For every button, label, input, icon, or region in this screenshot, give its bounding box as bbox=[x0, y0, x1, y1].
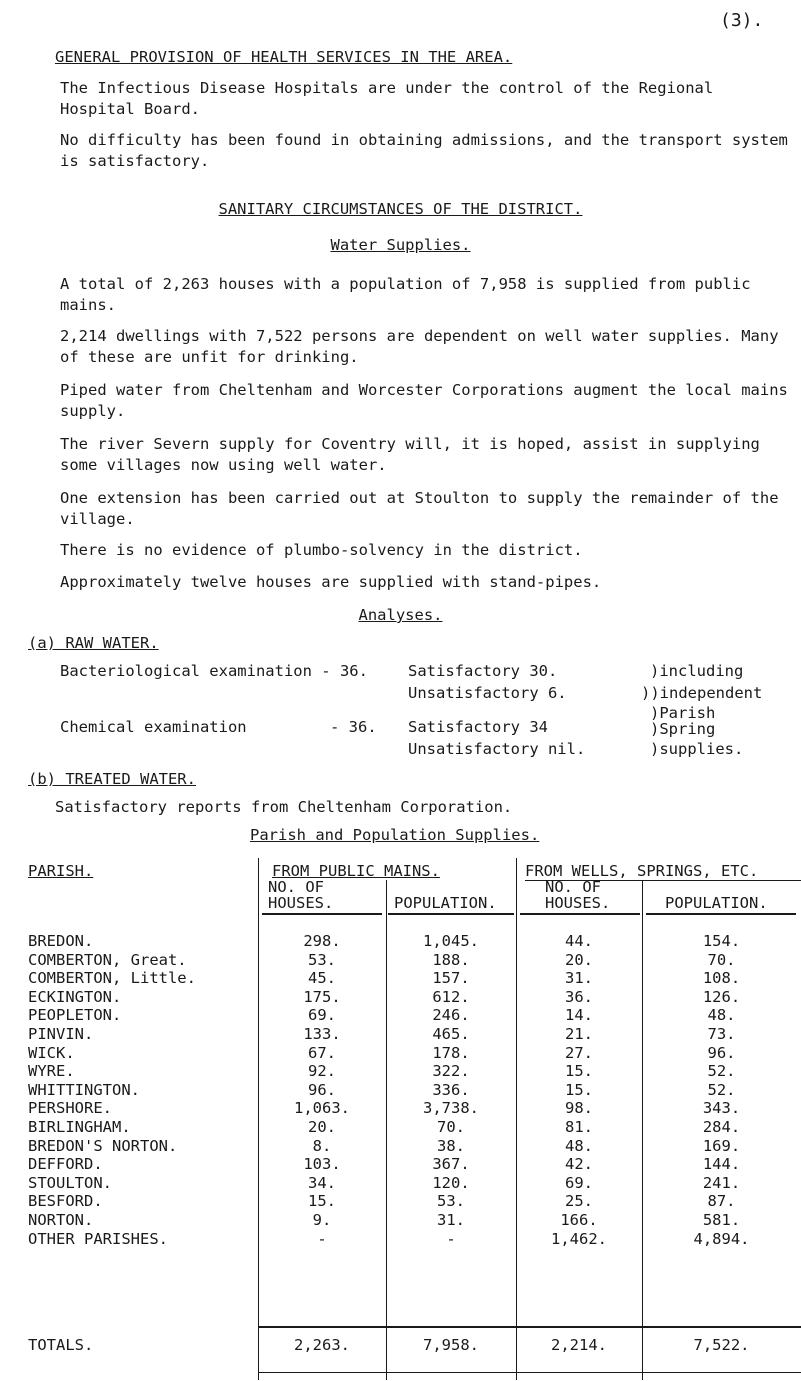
wells-population-cell: 169. bbox=[702, 1136, 741, 1155]
table-row bbox=[0, 1062, 801, 1080]
parish-cell: ECKINGTON. bbox=[28, 987, 122, 1006]
table-row bbox=[0, 1211, 801, 1229]
mains-population-cell: 38. bbox=[437, 1136, 465, 1155]
wells-houses-cell: 31. bbox=[565, 969, 593, 988]
header-rule bbox=[262, 913, 382, 915]
table-row bbox=[0, 951, 801, 969]
wells-houses-cell: 21. bbox=[565, 1025, 593, 1043]
totals-wells-houses: 2,214. bbox=[551, 1336, 607, 1354]
wells-houses-cell: 166. bbox=[560, 1211, 598, 1229]
wells-population-cell: 154. bbox=[702, 932, 741, 950]
wells-houses-cell: 81. bbox=[565, 1118, 593, 1136]
wells-houses-cell: 20. bbox=[565, 950, 593, 969]
wells-population-cell: 96. bbox=[707, 1043, 736, 1062]
table-row bbox=[0, 1155, 801, 1173]
parish-cell: PINVIN. bbox=[28, 1025, 94, 1043]
mains-houses-cell: 8. bbox=[312, 1136, 332, 1155]
col-header-public-mains: FROM PUBLIC MAINS. bbox=[272, 862, 440, 880]
paragraph-hospitals bbox=[28, 78, 788, 120]
parish-cell: DEFFORD. bbox=[28, 1155, 103, 1174]
mains-population-cell: 322. bbox=[432, 1062, 470, 1081]
header-rule bbox=[388, 913, 514, 915]
heading-general-provision: GENERAL PROVISION OF HEALTH SERVICES IN THE AREA. bbox=[55, 48, 513, 66]
col-header-parish: PARISH. bbox=[28, 862, 94, 880]
mains-population-cell: 336. bbox=[432, 1080, 470, 1099]
bacteriological-label: Bacteriological examination - 36. bbox=[60, 662, 368, 680]
wells-population-cell: 48. bbox=[707, 1006, 736, 1025]
paragraph-admissions bbox=[28, 130, 788, 172]
table-row bbox=[0, 1081, 801, 1099]
paragraph-wells-text: 2,214 dwellings with 7,522 persons are dependent on well water supplies. Many of these are unfit for drinking. bbox=[60, 327, 779, 366]
paragraph-mains-text: A total of 2,263 houses with a population of 7,958 is supplied from public mains. bbox=[60, 275, 751, 314]
raw-water-note-line: )Spring bbox=[650, 720, 716, 738]
parish-cell: BIRLINGHAM. bbox=[28, 1118, 131, 1136]
mains-population-cell: 367. bbox=[432, 1155, 470, 1174]
raw-water-note-line: )Parish bbox=[650, 704, 716, 722]
wells-population-cell: 108. bbox=[702, 969, 741, 988]
parish-cell: STOULTON. bbox=[28, 1173, 112, 1192]
wells-population-cell: 284. bbox=[702, 1118, 741, 1136]
wells-population-cell: 52. bbox=[707, 1080, 736, 1099]
parish-cell: BREDON'S NORTON. bbox=[28, 1136, 178, 1155]
mains-population-cell: 178. bbox=[432, 1043, 470, 1062]
mains-population-cell: 246. bbox=[432, 1006, 470, 1025]
totals-rule bbox=[258, 1326, 801, 1328]
chemical-label: Chemical examination bbox=[60, 718, 247, 736]
paragraph-piped bbox=[28, 380, 788, 422]
mains-houses-cell: 92. bbox=[308, 1062, 336, 1081]
mains-houses-cell: 9. bbox=[312, 1211, 332, 1229]
table-row bbox=[0, 969, 801, 987]
paragraph-admissions-text: No difficulty has been found in obtaining admissions, and the transport system is satisfactory. bbox=[60, 131, 788, 170]
mains-houses-cell: 45. bbox=[308, 969, 336, 988]
parish-cell: BESFORD. bbox=[28, 1192, 103, 1211]
table-row bbox=[0, 1025, 801, 1043]
parish-cell: OTHER PARISHES. bbox=[28, 1229, 168, 1248]
table-row bbox=[0, 1044, 801, 1062]
col-header-wells: FROM WELLS, SPRINGS, ETC. bbox=[525, 862, 759, 880]
paragraph-extension-text: One extension has been carried out at Stoulton to supply the remainder of the village. bbox=[60, 489, 779, 528]
heading-sanitary: SANITARY CIRCUMSTANCES OF THE DISTRICT. bbox=[218, 200, 583, 218]
paragraph-plumbo bbox=[28, 540, 788, 561]
paragraph-severn bbox=[28, 434, 788, 476]
wells-population-cell: 581. bbox=[702, 1211, 741, 1229]
parish-cell: COMBERTON, Little. bbox=[28, 969, 196, 988]
raw-water-note-line: )supplies. bbox=[650, 740, 744, 758]
wells-houses-cell: 48. bbox=[565, 1136, 593, 1155]
table-row bbox=[0, 1192, 801, 1210]
parish-cell: COMBERTON, Great. bbox=[28, 950, 187, 969]
header-rule bbox=[646, 913, 796, 915]
paragraph-extension bbox=[28, 488, 788, 530]
mains-houses-cell: 69. bbox=[308, 1006, 336, 1025]
wells-houses-cell: 69. bbox=[565, 1173, 593, 1192]
mains-houses-cell: 15. bbox=[308, 1192, 336, 1211]
col-subheader-population: POPULATION. bbox=[394, 894, 497, 912]
wells-houses-cell: 15. bbox=[565, 1080, 593, 1099]
wells-population-cell: 52. bbox=[707, 1062, 736, 1081]
mains-houses-cell: 103. bbox=[303, 1155, 341, 1174]
wells-houses-cell: 44. bbox=[565, 932, 593, 950]
table-row bbox=[0, 932, 801, 950]
paragraph-hospitals-text: The Infectious Disease Hospitals are under the control of the Regional Hospital Board. bbox=[60, 79, 714, 118]
wells-population-cell: 241. bbox=[702, 1173, 741, 1192]
wells-houses-cell: 27. bbox=[565, 1043, 593, 1062]
wells-population-cell: 87. bbox=[707, 1192, 736, 1211]
mains-houses-cell: 1,063. bbox=[294, 1099, 350, 1118]
page-number: (3). bbox=[720, 10, 764, 31]
mains-population-cell: 53. bbox=[437, 1192, 465, 1211]
totals-mains-houses: 2,263. bbox=[294, 1336, 350, 1354]
mains-population-cell: 465. bbox=[432, 1025, 470, 1043]
col-subheader-no-of: NO. OF bbox=[545, 878, 601, 896]
heading-raw-water: (a) RAW WATER. bbox=[28, 634, 159, 652]
bottom-rule bbox=[258, 1372, 801, 1373]
wells-houses-cell: 98. bbox=[565, 1099, 593, 1118]
mains-population-cell: 1,045. bbox=[423, 932, 479, 950]
mains-population-cell: 70. bbox=[437, 1118, 465, 1136]
mains-houses-cell: 53. bbox=[308, 950, 336, 969]
header-rule bbox=[520, 913, 640, 915]
wells-population-cell: 144. bbox=[702, 1155, 741, 1174]
chemical-count: - 36. bbox=[330, 718, 377, 736]
mains-houses-cell: 298. bbox=[303, 932, 341, 950]
paragraph-wells bbox=[28, 326, 788, 368]
chemical-satisfactory: Satisfactory 34 bbox=[408, 718, 548, 736]
table-row bbox=[0, 1137, 801, 1155]
mains-houses-cell: 34. bbox=[308, 1173, 336, 1192]
parish-cell: BREDON. bbox=[28, 932, 94, 950]
table-row bbox=[0, 988, 801, 1006]
mains-population-cell: 31. bbox=[437, 1211, 465, 1229]
mains-houses-cell: 67. bbox=[308, 1043, 336, 1062]
table-row bbox=[0, 1006, 801, 1024]
parish-cell: WHITTINGTON. bbox=[28, 1080, 140, 1099]
table-row bbox=[0, 1174, 801, 1192]
paragraph-standpipes bbox=[28, 572, 788, 593]
treated-water-text: Satisfactory reports from Cheltenham Corporation. bbox=[55, 798, 513, 816]
wells-houses-cell: 14. bbox=[565, 1006, 593, 1025]
wells-population-cell: 73. bbox=[707, 1025, 736, 1043]
mains-houses-cell: - bbox=[317, 1229, 327, 1248]
mains-houses-cell: 133. bbox=[303, 1025, 341, 1043]
wells-houses-cell: 36. bbox=[565, 987, 593, 1006]
table-row bbox=[0, 1118, 801, 1136]
heading-treated-water: (b) TREATED WATER. bbox=[28, 770, 196, 788]
table-row bbox=[0, 1230, 801, 1248]
mains-population-cell: 120. bbox=[432, 1173, 470, 1192]
mains-population-cell: - bbox=[446, 1229, 456, 1248]
col-subheader-houses: HOUSES. bbox=[545, 894, 611, 912]
wells-population-cell: 126. bbox=[702, 987, 741, 1006]
raw-water-note-line: ))independent bbox=[641, 684, 763, 702]
chemical-unsatisfactory: Unsatisfactory nil. bbox=[408, 740, 586, 758]
paragraph-standpipes-text: Approximately twelve houses are supplied with stand-pipes. bbox=[60, 573, 602, 591]
wells-population-cell: 70. bbox=[707, 950, 736, 969]
mains-population-cell: 157. bbox=[432, 969, 470, 988]
wells-population-cell: 343. bbox=[702, 1099, 741, 1118]
mains-population-cell: 3,738. bbox=[423, 1099, 479, 1118]
parish-cell: PERSHORE. bbox=[28, 1099, 112, 1118]
mains-houses-cell: 175. bbox=[303, 987, 341, 1006]
table-title: Parish and Population Supplies. bbox=[250, 826, 540, 844]
paragraph-severn-text: The river Severn supply for Coventry will, it is hoped, assist in supplying some villages now using well water. bbox=[60, 435, 760, 474]
totals-label: TOTALS. bbox=[28, 1336, 94, 1354]
bacteriological-satisfactory: Satisfactory 30. bbox=[408, 662, 558, 680]
mains-houses-cell: 20. bbox=[308, 1118, 336, 1136]
totals-mains-population: 7,958. bbox=[423, 1336, 479, 1354]
wells-houses-cell: 15. bbox=[565, 1062, 593, 1081]
paragraph-mains bbox=[28, 274, 788, 316]
mains-population-cell: 188. bbox=[432, 950, 470, 969]
parish-cell: WYRE. bbox=[28, 1062, 75, 1081]
wells-population-cell: 4,894. bbox=[693, 1229, 750, 1248]
wells-houses-cell: 42. bbox=[565, 1155, 593, 1174]
paragraph-piped-text: Piped water from Cheltenham and Worcester Corporations augment the local mains supply. bbox=[60, 381, 788, 420]
mains-population-cell: 612. bbox=[432, 987, 470, 1006]
table-row bbox=[0, 1099, 801, 1117]
mains-houses-cell: 96. bbox=[308, 1080, 336, 1099]
col-subheader-no-of: NO. OF bbox=[268, 878, 324, 896]
heading-analyses: Analyses. bbox=[358, 606, 443, 624]
col-subheader-population: POPULATION. bbox=[665, 894, 768, 912]
raw-water-note-line: )including bbox=[650, 662, 744, 680]
heading-water-supplies: Water Supplies. bbox=[330, 236, 471, 254]
bacteriological-unsatisfactory: Unsatisfactory 6. bbox=[408, 684, 567, 702]
totals-wells-population: 7,522. bbox=[693, 1336, 750, 1354]
parish-cell: PEOPLETON. bbox=[28, 1006, 122, 1025]
parish-cell: WICK. bbox=[28, 1043, 75, 1062]
wells-houses-cell: 1,462. bbox=[551, 1229, 607, 1248]
wells-houses-cell: 25. bbox=[565, 1192, 593, 1211]
parish-cell: NORTON. bbox=[28, 1211, 94, 1229]
col-subheader-houses: HOUSES. bbox=[268, 894, 334, 912]
paragraph-plumbo-text: There is no evidence of plumbo-solvency in the district. bbox=[60, 541, 583, 559]
